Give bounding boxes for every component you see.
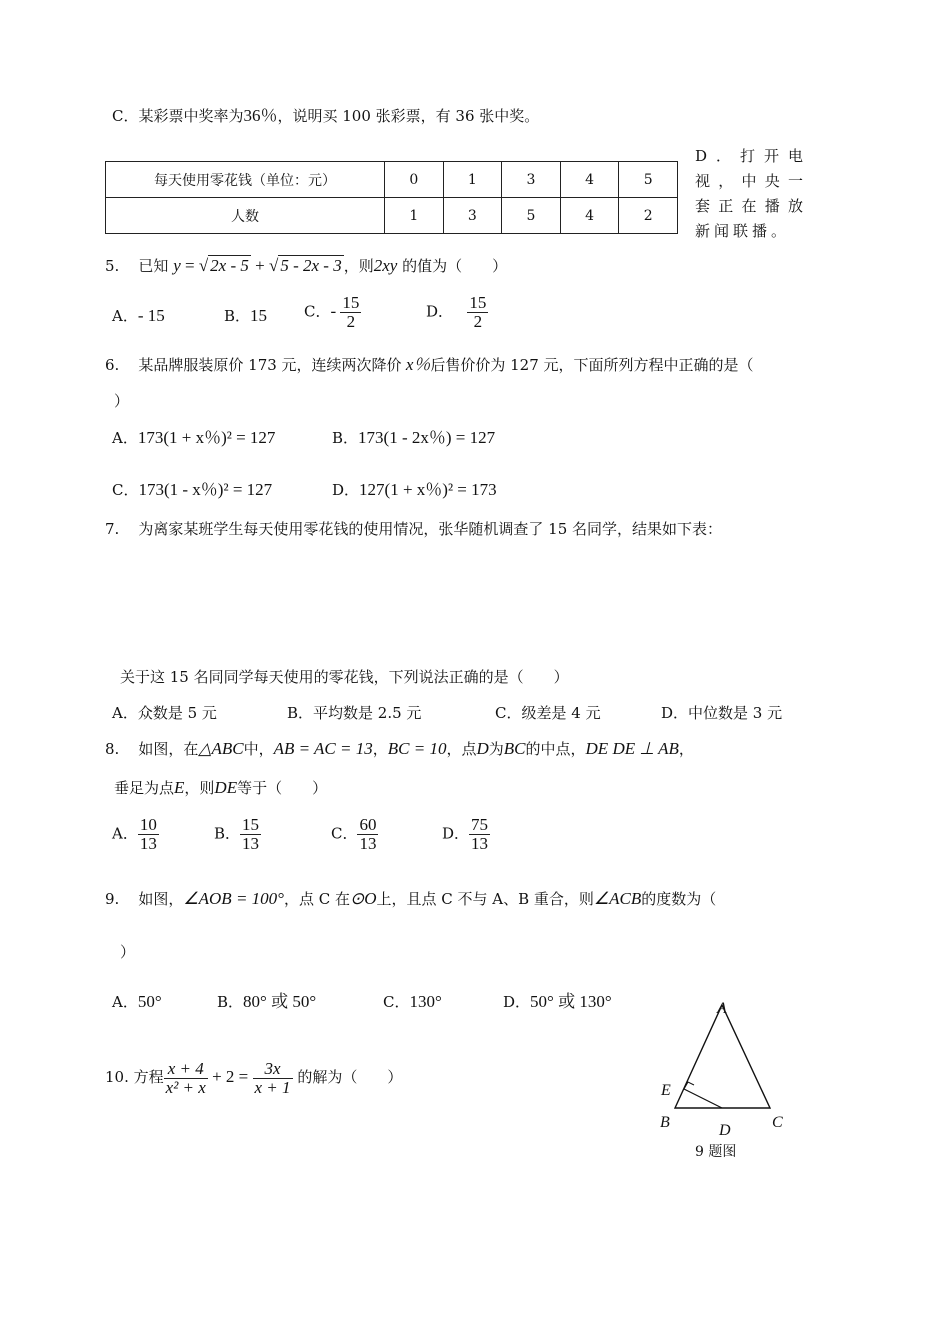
fraction: $\frac{15}{2}$ xyxy=(469,293,487,331)
q8-option-a[interactable]: A． $\frac{10}{13}$ xyxy=(112,815,157,853)
fraction: $\frac{60}{13}$ xyxy=(359,815,377,853)
figure-caption: 9 题图 xyxy=(695,1144,737,1160)
q6-option-a[interactable]: A．173(1 + x％)² = 127 xyxy=(112,428,276,447)
q9-option-d[interactable]: D．50° 或 130° xyxy=(503,992,612,1011)
q6-option-d[interactable]: D．127(1 + x％)² = 173 xyxy=(332,480,497,499)
q5-option-a[interactable]: A．- 15 xyxy=(112,306,165,325)
right-angle-mark xyxy=(684,1082,694,1089)
q10-stem: 10. 方程 $\frac{x + 4}{\text{x² + x}}$ + 2 = $\frac{3x}{x + 1}$ 的解为（ ） xyxy=(105,1058,403,1097)
q8-stem: 8. 如图，在△ABC中，AB = AC = 13，BC = 10，点D为BC的中点，DE DE ⊥ AB， xyxy=(105,739,694,758)
q4c-value: 36％ xyxy=(243,106,278,125)
q7-option-b[interactable]: B．平均数是 2.5 元 xyxy=(287,704,422,722)
point-label-b: B xyxy=(660,1114,670,1131)
table-cell: 2 xyxy=(619,198,678,234)
q9-option-b[interactable]: B．80° 或 50° xyxy=(217,992,317,1011)
q9-stem: 9. 如图，∠AOB = 100°，点 C 在⊙O上，且点 C 不与 A、B 重合，则∠ACB的度数为（ xyxy=(105,889,717,908)
q6-option-c[interactable]: C．173(1 - x％)² = 127 xyxy=(112,480,273,499)
q4-option-c: C．某彩票中奖率为36％，说明买 100 张彩票，有 36 张中奖。 xyxy=(112,106,540,125)
table-header-cell: 每天使用零花钱（单位：元） xyxy=(106,162,385,198)
table-header-cell: 人数 xyxy=(106,198,385,234)
table-cell: 5 xyxy=(502,198,561,234)
pocket-money-table xyxy=(105,161,678,234)
table-cell: 1 xyxy=(443,162,502,198)
q7-followup: 关于这 15 名同同学每天使用的零花钱，下列说法正确的是（ ） xyxy=(120,668,569,686)
q6-stem: 6. 某品牌服装原价 173 元，连续两次降价 x％后售价价为 127 元，下面所列方程中正确的是（ xyxy=(105,355,754,374)
q9-stem-cont: ） xyxy=(120,943,136,961)
q8-option-b[interactable]: B． $\frac{15}{13}$ xyxy=(214,815,260,853)
fraction: $\frac{10}{13}$ xyxy=(139,815,157,853)
q5-option-b[interactable]: B．15 xyxy=(224,306,268,325)
triangle-abc xyxy=(675,1005,770,1108)
table-cell: 3 xyxy=(502,162,561,198)
table-cell: 1 xyxy=(385,198,444,234)
q7-option-c[interactable]: C．级差是 4 元 xyxy=(495,704,601,722)
fraction: $\frac{x + 4}{\text{x² + x}}$ xyxy=(165,1058,206,1097)
table-cell: 4 xyxy=(560,198,619,234)
q8-option-d[interactable]: D． $\frac{75}{13}$ xyxy=(442,815,489,853)
table-cell: 0 xyxy=(385,162,444,198)
q7-option-d[interactable]: D．中位数是 3 元 xyxy=(661,704,783,722)
table-cell: 5 xyxy=(619,162,678,198)
point-label-e: E xyxy=(661,1082,671,1099)
q5-option-c[interactable]: C．- $\frac{15}{2}$ xyxy=(304,293,360,331)
q6-option-b[interactable]: B．173(1 - 2x％) = 127 xyxy=(332,428,496,447)
q4-option-d: D．打开电视，中央一套正在播放新闻联播。 xyxy=(695,147,807,240)
q7-option-a[interactable]: A．众数是 5 元 xyxy=(112,704,217,722)
point-label-d: D xyxy=(719,1122,731,1139)
fraction: $\frac{75}{13}$ xyxy=(471,815,489,853)
q8-stem-cont: 垂足为点E，则DE等于（ ） xyxy=(114,778,328,797)
triangle-figure xyxy=(650,995,800,1165)
q7-stem: 7. 为离家某班学生每天使用零花钱的使用情况，张华随机调查了 15 名同学，结果如下表： xyxy=(105,520,723,538)
q5-option-d[interactable]: D． $\frac{15}{2}$ xyxy=(426,293,487,331)
table-cell: 4 xyxy=(560,162,619,198)
q9-option-a[interactable]: A．50° xyxy=(112,992,162,1011)
q8-option-c[interactable]: C． $\frac{60}{13}$ xyxy=(331,815,377,853)
table-row xyxy=(106,198,678,234)
q9-option-c[interactable]: C．130° xyxy=(383,992,442,1011)
fraction: $\frac{15}{13}$ xyxy=(242,815,260,853)
table-cell: 3 xyxy=(443,198,502,234)
fraction: $\frac{3x}{x + 1}$ xyxy=(254,1058,291,1097)
q6-stem-cont: ） xyxy=(114,392,130,410)
q5-stem: 5. 已知 y = √ 2x - 5 + √ 5 - 2x - 3 ，则2xy 的值为（ ） xyxy=(105,256,508,275)
table-row xyxy=(106,162,678,198)
point-label-a: A xyxy=(717,1000,727,1017)
point-label-c: C xyxy=(772,1114,783,1131)
segment-de xyxy=(684,1089,722,1108)
fraction: $\frac{15}{2}$ xyxy=(342,293,360,331)
